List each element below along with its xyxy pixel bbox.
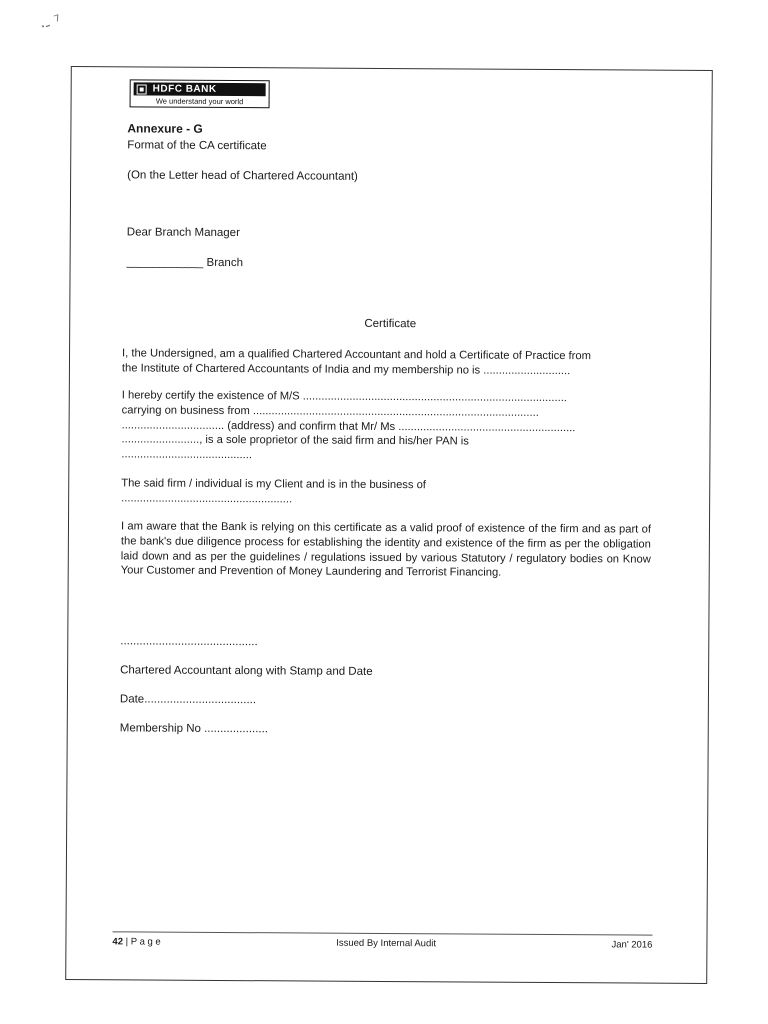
date-field: Date...................................	[119, 693, 257, 707]
footer-date: Jan' 2016	[611, 939, 653, 951]
undersigned-paragraph	[122, 346, 652, 379]
issued-by: Issued By Internal Audit	[336, 937, 437, 950]
certify-paragraph	[121, 388, 651, 465]
client-paragraph	[121, 476, 651, 509]
undersigned-line-2: the Institute of Chartered Accountants of India and my membership no is ............................	[121, 362, 571, 377]
client-line-2: .......................................................	[121, 492, 293, 506]
certify-line-2: carrying on business from ............................................................................................	[121, 404, 539, 419]
membership-field: Membership No ....................	[119, 722, 269, 736]
certify-line-3: ................................. (address) and confirm that Mr/ Ms .........................................................	[121, 418, 576, 434]
page-footer	[112, 931, 652, 950]
certificate-title: Certificate	[364, 317, 417, 331]
hdfc-logo	[130, 79, 270, 108]
certify-line-5: ..........................................	[121, 448, 253, 462]
logo-name: HDFC BANK	[152, 83, 217, 95]
awareness-paragraph: I am aware that the Bank is relying on this certificate as a valid proof of existence of the firm and as part of the bank's due diligence process for establishing the identity and existence of the firm as per the obligation laid down and as per the guidelines / regulations issued by various Statutory / regulatory bodies on Know Your Customer and Prevention of Money Laundering and Terrorist Financing.	[120, 520, 652, 580]
page-number-group	[112, 936, 160, 947]
letterhead-note: (On the Letter head of Chartered Accountant)	[127, 169, 358, 183]
hdfc-logo-icon	[137, 84, 147, 94]
signature-dots: ...........................................	[120, 635, 258, 649]
logo-tagline: We understand your world	[155, 96, 244, 107]
client-line-1: The said firm / individual is my Client and is in the business of	[121, 477, 426, 492]
annexure-heading: Annexure - G	[127, 121, 203, 136]
certify-line-4: ........................., is a sole proprietor of the said firm and his/her PAN is	[121, 433, 469, 448]
page-number: 42	[112, 936, 124, 948]
certify-line-1: I hereby certify the existence of M/S .....................................................................................	[121, 389, 567, 405]
salutation: Dear Branch Manager	[126, 226, 240, 240]
format-subtitle: Format of the CA certificate	[127, 139, 267, 153]
signature-label: Chartered Accountant along with Stamp and Date	[120, 664, 373, 678]
page-label: | P a g e	[125, 936, 161, 948]
logo-band	[134, 82, 266, 96]
scan-pen-mark: · ̵ ⁷	[37, 10, 65, 37]
document-page	[65, 66, 713, 984]
undersigned-line-1: I, the Undersigned, am a qualified Chartered Accountant and hold a Certificate of Practice from	[122, 347, 591, 363]
branch-line: ____________ Branch	[126, 256, 244, 270]
